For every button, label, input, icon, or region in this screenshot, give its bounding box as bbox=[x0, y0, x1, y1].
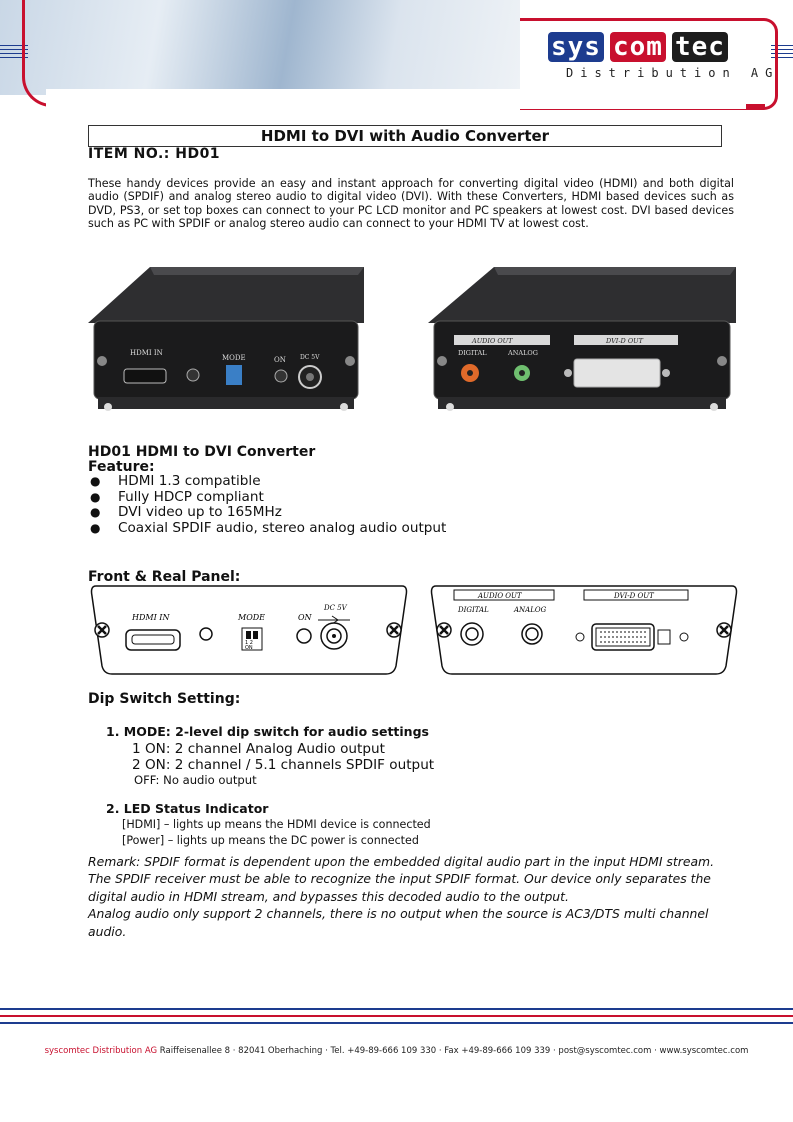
bullet-icon: ● bbox=[90, 489, 101, 504]
header-white-band bbox=[46, 89, 746, 109]
feature-heading: Feature: bbox=[88, 459, 155, 475]
photo-front-mode-label: MODE bbox=[222, 354, 246, 362]
led-power-line: [Power] – lights up means the DC power is connected bbox=[122, 834, 419, 847]
mode-setting-1: 1 ON: 2 channel Analog Audio output bbox=[132, 741, 385, 757]
photo-rear-audio-out-label: AUDIO OUT bbox=[472, 337, 513, 345]
panel-rear-audio-out-label: AUDIO OUT bbox=[478, 592, 522, 600]
photo-rear-dvi-label: DVI-D OUT bbox=[606, 337, 643, 345]
feature-text: Fully HDCP compliant bbox=[118, 488, 264, 505]
product-photo-front bbox=[88, 265, 364, 417]
footer-lines bbox=[0, 1008, 793, 1029]
logo-subtitle: Distribution AG bbox=[566, 66, 780, 80]
item-number: ITEM NO.: HD01 bbox=[88, 146, 221, 162]
panel-rear-analog-label: ANALOG bbox=[514, 606, 547, 614]
photo-rear-analog-label: ANALOG bbox=[508, 349, 538, 357]
footer-brand: syscomtec Distribution AG bbox=[44, 1046, 158, 1056]
dip-switch-heading: Dip Switch Setting: bbox=[88, 691, 241, 707]
mode-heading: 1. MODE: 2-level dip switch for audio settings bbox=[106, 724, 429, 739]
photo-rear-dvi-port bbox=[574, 359, 660, 387]
logo-word-sys: sys bbox=[548, 32, 604, 62]
panel-heading: Front & Real Panel: bbox=[88, 569, 241, 585]
bullet-icon: ● bbox=[90, 520, 101, 535]
front-panel-diagram bbox=[88, 584, 410, 677]
company-logo bbox=[548, 32, 728, 62]
logo-word-com: com bbox=[610, 32, 666, 62]
list-item bbox=[88, 474, 446, 490]
list-item bbox=[88, 490, 446, 506]
logo-word-tec: tec bbox=[672, 32, 728, 62]
photo-front-on-label: ON bbox=[274, 356, 286, 364]
list-item bbox=[88, 505, 446, 521]
page-title: HDMI to DVI with Audio Converter bbox=[88, 125, 722, 147]
panel-front-dc-label: DC 5V bbox=[324, 604, 347, 612]
product-heading: HD01 HDMI to DVI Converter bbox=[88, 444, 316, 460]
panel-front-switch-on: ON bbox=[245, 645, 253, 651]
rear-panel-diagram bbox=[428, 584, 740, 677]
led-heading: 2. LED Status Indicator bbox=[106, 801, 269, 816]
photo-front-hdmi-label: HDMI IN bbox=[130, 349, 163, 357]
led-hdmi-line: [HDMI] – lights up means the HDMI device is connected bbox=[122, 818, 431, 831]
intro-paragraph: These handy devices provide an easy and instant approach for converting digital video (HDMI) and both digital audio (SPDIF) and analog stereo audio to digital video (DVI). With these Converters, HDMI based devices such as DVD, PS3, or set top boxes can connect to your PC LCD monitor and PC speakers at lowest cost. DVI based devices such as PC with SPDIF or analog stereo audio can connect to your HDMI TV at lowest cost. bbox=[88, 177, 734, 231]
panel-front-on-label: ON bbox=[298, 613, 312, 622]
remark-paragraph bbox=[88, 853, 738, 940]
list-item bbox=[88, 521, 446, 537]
footer-contact: Raiffeisenallee 8 · 82041 Oberhaching · Tel. +49-89-666 109 330 · Fax +49-89-666 109 339 · post@syscomtec.com · www.syscomtec.com bbox=[157, 1046, 749, 1056]
photo-front-hdmi-port bbox=[124, 369, 166, 383]
feature-text: Coaxial SPDIF audio, stereo analog audio output bbox=[118, 519, 447, 536]
front-top-surface bbox=[88, 267, 364, 323]
remark-text-2: Analog audio only support 2 channels, there is no output when the source is AC3/DTS multi channel audio. bbox=[88, 906, 709, 939]
footer-address bbox=[0, 1046, 793, 1056]
panel-front-switch-numbers: 1 2 bbox=[245, 640, 253, 646]
panel-front-hdmi-label: HDMI IN bbox=[132, 613, 170, 622]
photo-rear-digital-label: DIGITAL bbox=[458, 349, 487, 357]
panel-rear-digital-label: DIGITAL bbox=[458, 606, 489, 614]
panel-front-mode-label: MODE bbox=[238, 613, 266, 622]
photo-front-dip-switch bbox=[226, 365, 242, 385]
mode-setting-off: OFF: No audio output bbox=[134, 773, 257, 787]
bullet-icon: ● bbox=[90, 505, 101, 519]
product-photo-rear bbox=[428, 265, 736, 417]
header-left-lines bbox=[0, 45, 28, 61]
mode-setting-2: 2 ON: 2 channel / 5.1 channels SPDIF output bbox=[132, 757, 435, 773]
photo-front-dc-label: DC 5V bbox=[300, 354, 320, 361]
feature-text: HDMI 1.3 compatible bbox=[118, 473, 261, 489]
panel-rear-dvi-label: DVI-D OUT bbox=[614, 592, 654, 600]
bullet-icon: ● bbox=[90, 474, 101, 488]
feature-text: DVI video up to 165MHz bbox=[118, 504, 282, 520]
feature-list bbox=[88, 474, 446, 536]
remark-text: Remark: SPDIF format is dependent upon the embedded digital audio part in the input HDMI stream. The SPDIF receiver must be able to recognize the input SPDIF format. Our device only separates the digital audio in HDMI stream, and bypasses this decoded audio to the output. bbox=[88, 854, 715, 904]
header-background-photo bbox=[0, 0, 520, 95]
